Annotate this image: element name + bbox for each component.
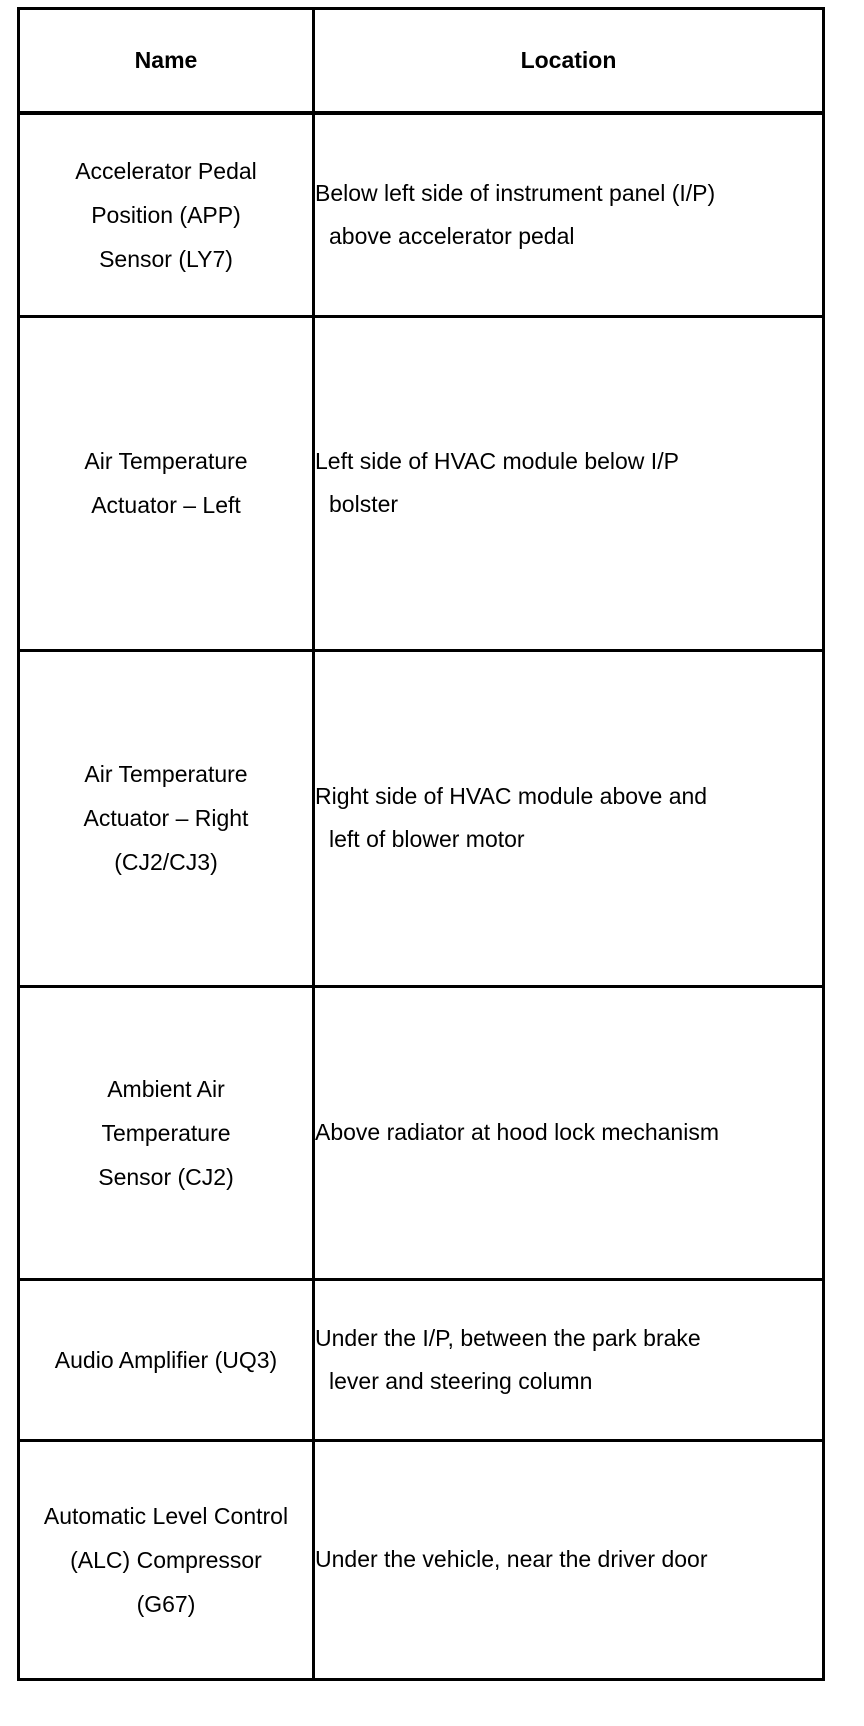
- column-header-location: Location: [314, 9, 824, 113]
- component-name-cell: [19, 1279, 314, 1440]
- location-line: bolster: [329, 491, 399, 517]
- location-line: lever and steering column: [329, 1367, 593, 1394]
- component-location-table: [17, 7, 825, 1681]
- header-row: [19, 9, 824, 113]
- component-name-line: (CJ2/CJ3): [114, 849, 218, 875]
- column-header-name: Name: [19, 9, 314, 113]
- component-name-line: (ALC) Compressor: [70, 1546, 262, 1573]
- component-name-line: Audio Amplifier (UQ3): [54, 1346, 278, 1373]
- component-location-cell: [314, 1440, 824, 1679]
- component-name-line: Ambient Air: [107, 1075, 225, 1102]
- location-line: Below left side of instrument panel (I/P): [315, 179, 716, 206]
- component-name-cell: [19, 1440, 314, 1679]
- table-row: [19, 316, 824, 650]
- component-name-cell: [19, 316, 314, 650]
- location-line: Left side of HVAC module below I/P: [315, 448, 679, 474]
- component-name-cell: [19, 986, 314, 1279]
- table-row: [19, 113, 824, 317]
- location-line: Under the I/P, between the park brake: [315, 1324, 701, 1351]
- component-name-line: Sensor (CJ2): [98, 1163, 234, 1190]
- component-name-line: Position (APP): [91, 201, 241, 228]
- table-row: [19, 986, 824, 1279]
- component-name-line: (G67): [136, 1590, 196, 1617]
- component-name-line: Accelerator Pedal: [75, 157, 257, 184]
- location-line: above accelerator pedal: [329, 222, 575, 249]
- component-location-cell: [314, 113, 824, 317]
- location-line: left of blower motor: [329, 826, 525, 852]
- location-line: Under the vehicle, near the driver door: [315, 1546, 708, 1572]
- component-name-line: Actuator – Left: [91, 492, 241, 518]
- component-name-cell: [19, 113, 314, 317]
- component-name-line: Air Temperature: [84, 448, 248, 474]
- location-line: Above radiator at hood lock mechanism: [315, 1119, 719, 1145]
- component-location-cell: [314, 1279, 824, 1440]
- component-name-line: Actuator – Right: [83, 805, 249, 831]
- component-location-cell: [314, 986, 824, 1279]
- component-location-cell: [314, 316, 824, 650]
- table-row: [19, 650, 824, 986]
- component-name-line: Air Temperature: [84, 761, 248, 787]
- table-row: [19, 1279, 824, 1440]
- component-name-line: Sensor (LY7): [99, 245, 233, 272]
- component-location-cell: [314, 650, 824, 986]
- location-line: Right side of HVAC module above and: [315, 783, 708, 809]
- table-row: [19, 1440, 824, 1679]
- component-name-line: Temperature: [101, 1119, 231, 1146]
- component-name-line: Automatic Level Control: [43, 1502, 289, 1529]
- component-name-cell: [19, 650, 314, 986]
